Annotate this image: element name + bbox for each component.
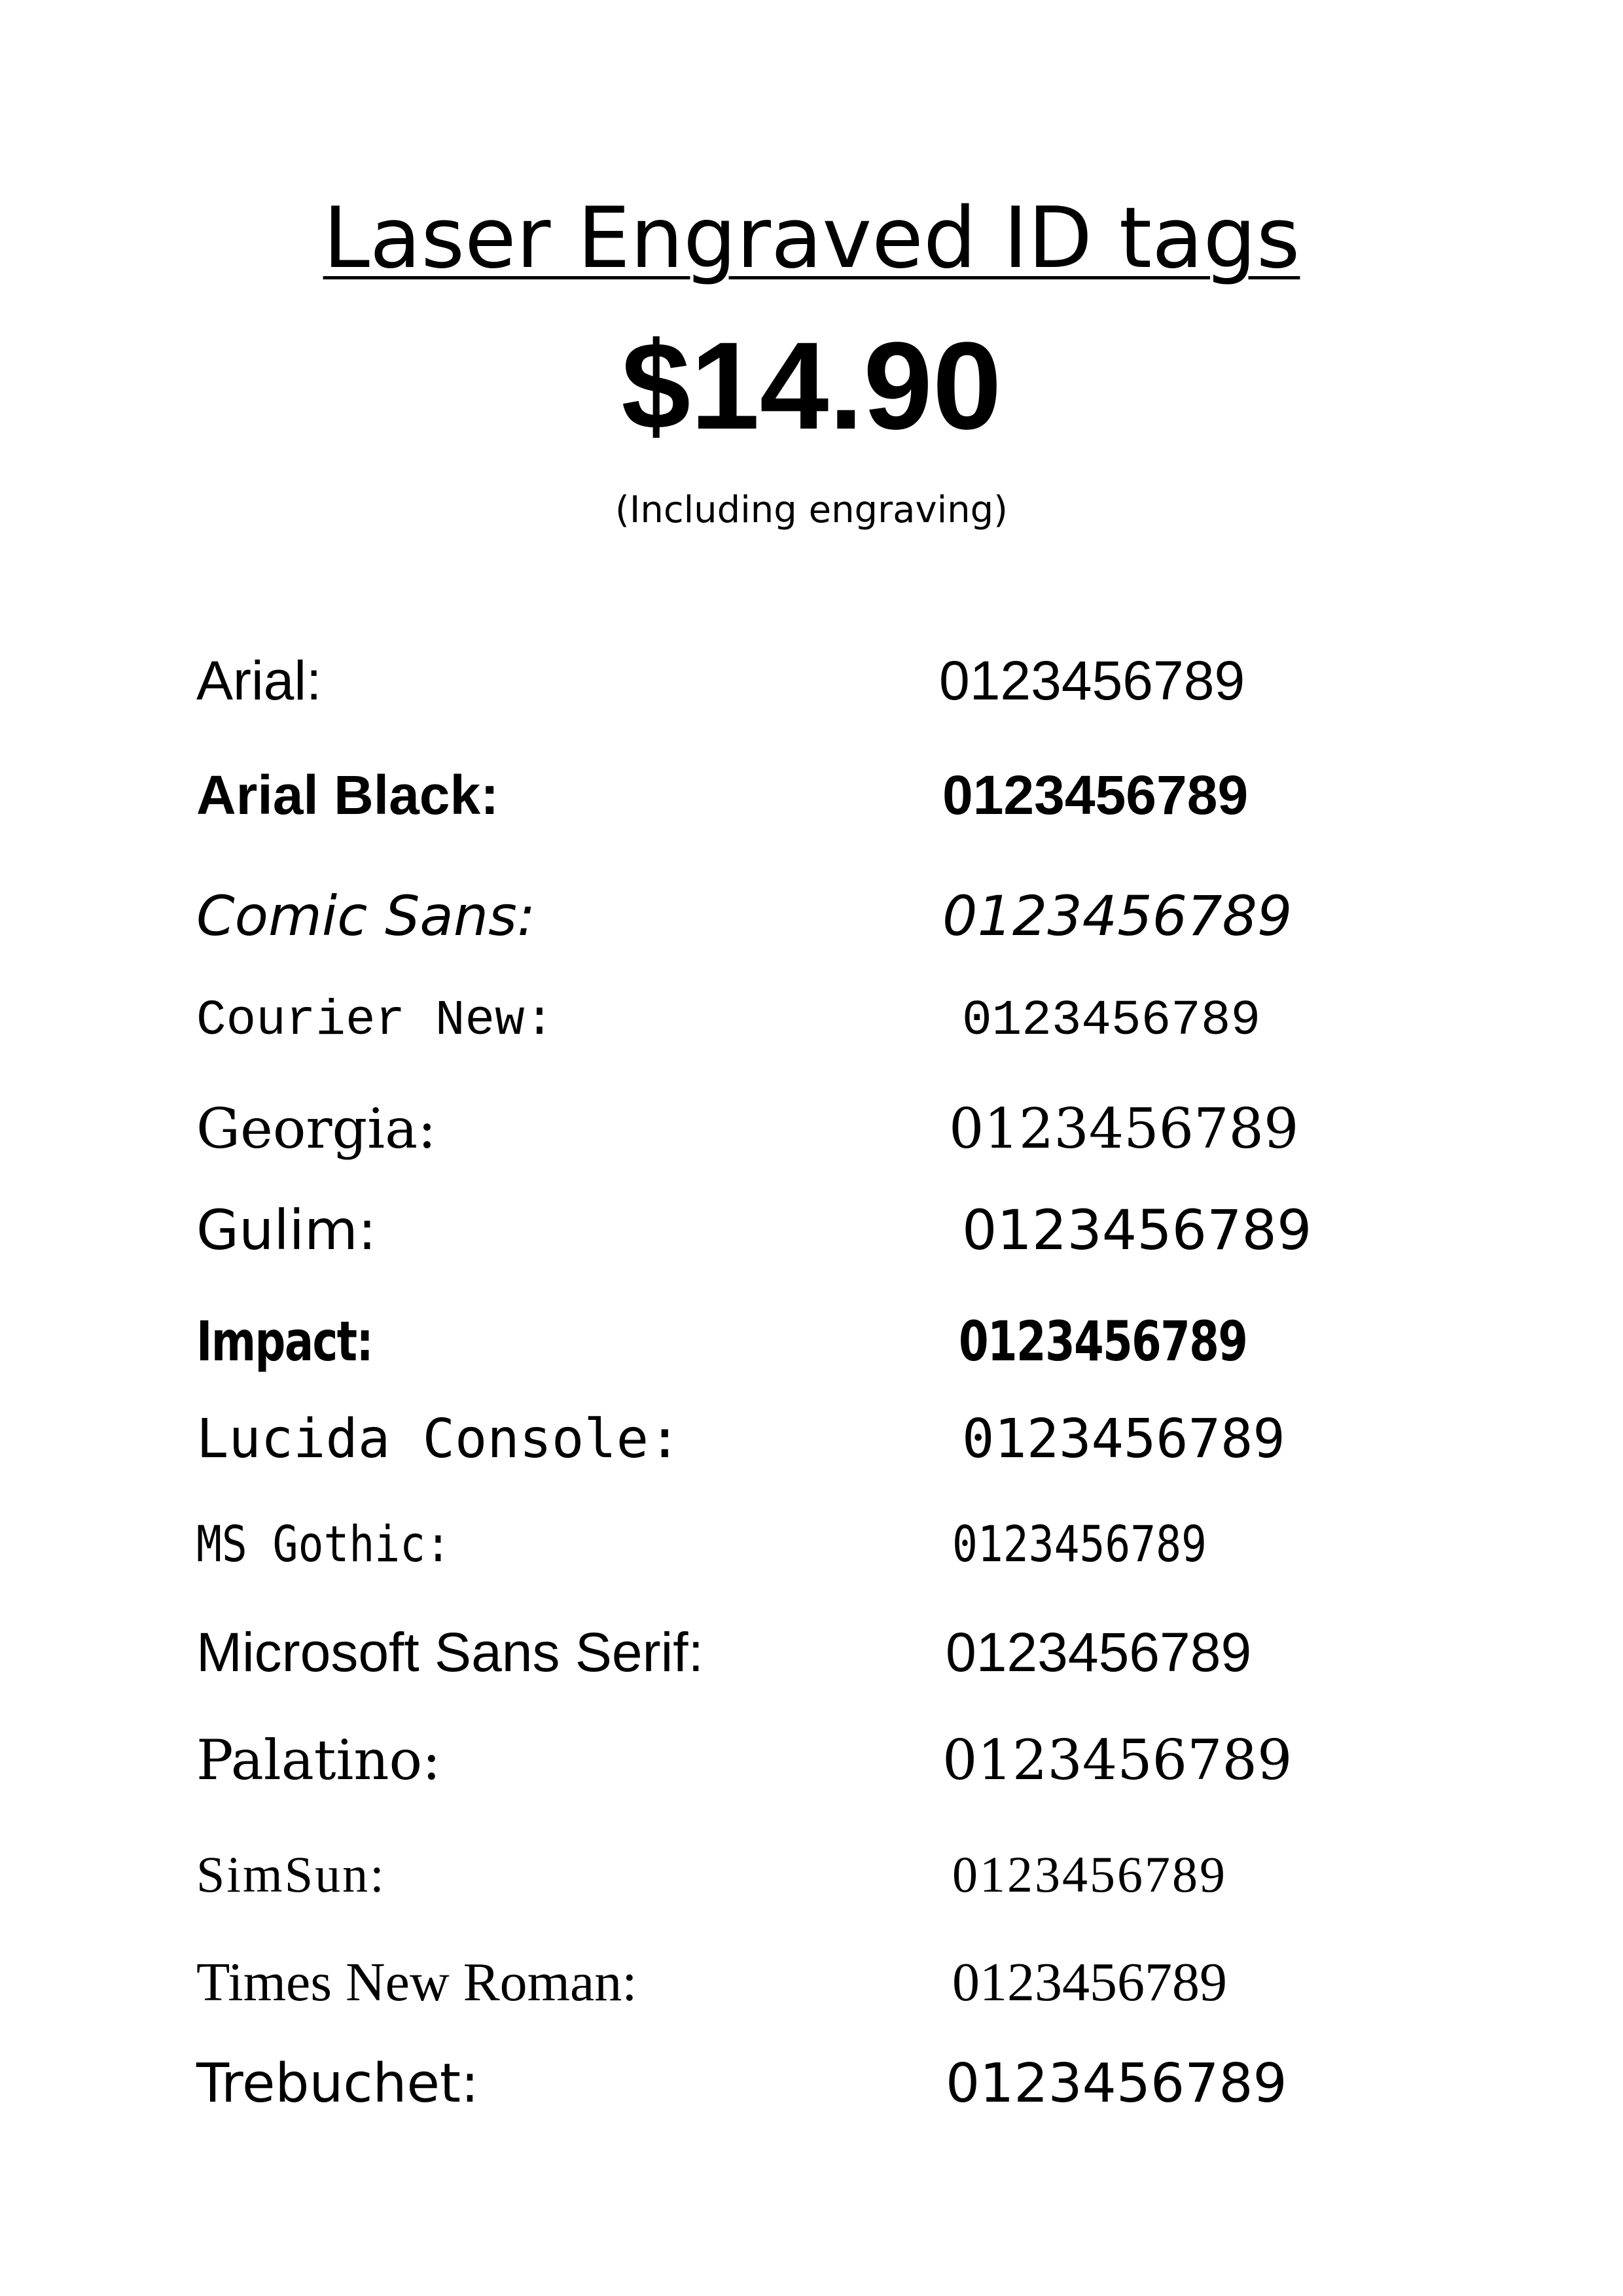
font-row-arial-black: [0, 756, 1623, 834]
font-row-courier-new: [0, 981, 1623, 1060]
font-row-trebuchet: [0, 2045, 1623, 2123]
font-name: Microsoft Sans Serif:: [196, 1621, 704, 1683]
font-sample: 0123456789: [946, 2053, 1287, 2115]
font-sample: 0123456789: [939, 650, 1245, 711]
font-name: MS Gothic:: [196, 1515, 451, 1573]
font-sample: 0123456789: [962, 1408, 1285, 1470]
title-text: Laser Engraved ID tags: [323, 190, 1300, 287]
font-row-arial: [0, 641, 1623, 720]
font-sample: 0123456789: [942, 764, 1249, 826]
font-name: Courier New:: [196, 993, 555, 1049]
font-row-simsun: [0, 1835, 1623, 1914]
font-row-georgia: [0, 1089, 1623, 1168]
font-sample: 0123456789: [949, 1097, 1299, 1161]
font-sample: 0123456789: [952, 1515, 1207, 1573]
font-sample: 0123456789: [942, 884, 1293, 948]
font-name: Times New Roman:: [196, 1952, 637, 2013]
font-name: Trebuchet:: [196, 2053, 479, 2115]
font-row-microsoft-sans-serif: [0, 1613, 1623, 1691]
font-sample: 0123456789: [946, 1621, 1252, 1683]
font-row-gulim: [0, 1191, 1623, 1269]
price: $14.90: [621, 317, 1002, 455]
font-name: Georgia:: [196, 1097, 437, 1161]
font-row-comic-sans: [0, 877, 1623, 955]
font-name: Palatino:: [196, 1728, 441, 1792]
page-title: [0, 190, 1623, 288]
font-name: Arial:: [196, 650, 322, 711]
font-name: Arial Black:: [196, 764, 499, 826]
font-row-times-new-roman: [0, 1943, 1623, 2022]
font-name: Comic Sans:: [196, 884, 536, 948]
font-row-ms-gothic: [0, 1505, 1623, 1583]
font-sample: 0123456789: [962, 993, 1261, 1049]
font-name: Impact:: [196, 1309, 373, 1373]
font-sample: 0123456789: [952, 1952, 1227, 2013]
price-note: (Including engraving): [615, 489, 1008, 531]
font-name: Gulim:: [196, 1198, 377, 1262]
font-sample: 0123456789: [959, 1309, 1247, 1373]
font-row-impact: [0, 1302, 1623, 1381]
font-row-lucida-console: [0, 1400, 1623, 1479]
font-name: Lucida Console:: [196, 1408, 681, 1470]
font-sample: 0123456789: [942, 1728, 1293, 1792]
font-name: SimSun:: [196, 1846, 386, 1903]
font-sample: 0123456789: [952, 1846, 1227, 1903]
font-row-palatino: [0, 1721, 1623, 1799]
font-sample: 0123456789: [962, 1198, 1312, 1262]
